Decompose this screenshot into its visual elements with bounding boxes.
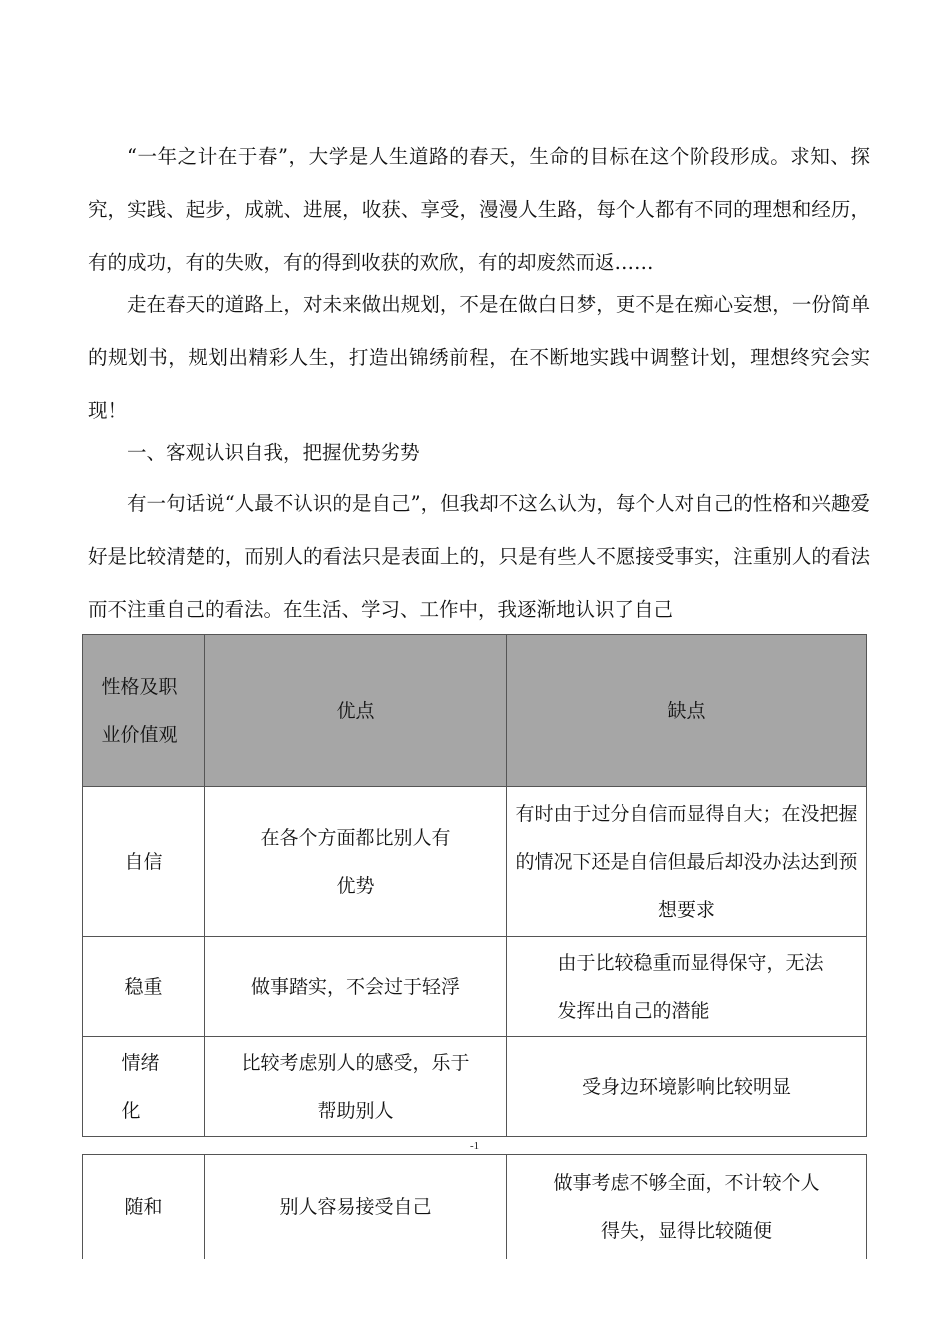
header-trait: 性格及职业价值观 bbox=[83, 635, 205, 787]
page-number: -1 bbox=[470, 1140, 480, 1152]
trait-cell: 稳重 bbox=[83, 937, 205, 1037]
table-row bbox=[83, 1037, 867, 1137]
pro-cell: 在各个方面都比别人有优势 bbox=[205, 787, 507, 937]
table-header-row bbox=[83, 635, 867, 787]
con-cell: 有时由于过分自信而显得自大；在没把握的情况下还是自信但最后却没办法达到预想要求 bbox=[507, 787, 867, 937]
pro-cell: 别人容易接受自己 bbox=[205, 1155, 507, 1259]
intro-paragraph: “一年之计在于春”，大学是人生道路的春天，生命的目标在这个阶段形成。求知、探究，实践、起步，成就、进展，收获、享受，漫漫人生路，每个人都有不同的理想和经历，有的成功，有的失败，有的得到收获的欢欣，有的却废然而返…… bbox=[88, 145, 870, 274]
trait-cell: 自信 bbox=[83, 787, 205, 937]
pro-cell: 做事踏实，不会过于轻浮 bbox=[205, 937, 507, 1037]
table-row bbox=[83, 787, 867, 937]
planning-paragraph: 走在春天的道路上，对未来做出规划，不是在做白日梦，更不是在痴心妄想，一份简单的规划书，规划出精彩人生，打造出锦绣前程，在不断地实践中调整计划，理想终究会实现！ bbox=[88, 293, 870, 422]
con-cell: 由于比较稳重而显得保守，无法发挥出自己的潜能 bbox=[507, 937, 867, 1037]
trait-cell: 随和 bbox=[83, 1155, 205, 1259]
header-pros: 优点 bbox=[205, 635, 507, 787]
header-cons: 缺点 bbox=[507, 635, 867, 787]
personality-table-continued bbox=[82, 1154, 867, 1259]
self-knowledge-paragraph: 有一句话说“人最不认识的是自己”，但我却不这么认为，每个人对自己的性格和兴趣爱好是比较清楚的，而别人的看法只是表面上的，只是有些人不愿接受事实，注重别人的看法而不注重自己的看法。在生活、学习、工作中，我逐渐地认识了自己 bbox=[88, 492, 870, 621]
table-row bbox=[83, 937, 867, 1037]
section-heading: 一、客观认识自我，把握优势劣势 bbox=[127, 441, 420, 464]
table-row bbox=[83, 1155, 867, 1259]
trait-cell: 情绪化 bbox=[83, 1037, 205, 1137]
personality-table bbox=[82, 634, 867, 1137]
con-cell: 受身边环境影响比较明显 bbox=[507, 1037, 867, 1137]
con-cell: 做事考虑不够全面，不计较个人得失，显得比较随便 bbox=[507, 1155, 867, 1259]
pro-cell: 比较考虑别人的感受，乐于帮助别人 bbox=[205, 1037, 507, 1137]
